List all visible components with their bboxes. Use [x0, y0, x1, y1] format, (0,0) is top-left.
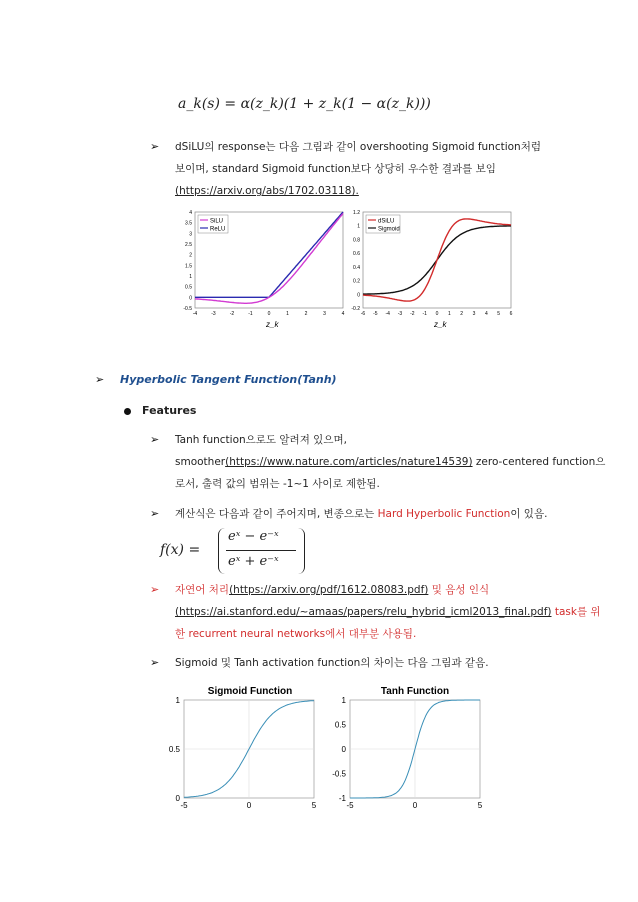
left-ytick-label: -0.5 — [183, 306, 192, 312]
right-xtick-label: -4 — [385, 311, 390, 317]
right-ytick-label: -0.2 — [351, 306, 360, 312]
nlp-line3: 한 recurrent neural networks에서 대부분 사용됨. — [175, 628, 417, 640]
right-xtick-label: 3 — [472, 311, 476, 317]
figure-silu-dsilu — [168, 207, 518, 332]
right-xtick-label: 4 — [484, 311, 488, 317]
right-xtick-label: -1 — [422, 311, 427, 317]
nlp-line2 — [175, 605, 601, 619]
tanh-xtick-label: -5 — [346, 801, 354, 810]
left-ytick-label: 2.5 — [185, 242, 192, 248]
formula-intro-pre: 계산식은 다음과 같이 주어지며, 변종으로는 — [175, 508, 378, 520]
right-ytick-label: 0.2 — [353, 278, 360, 285]
formula-bracket-left — [218, 528, 225, 574]
dsilu-link-wrap — [175, 184, 359, 198]
arrow-bullet-icon: ➢ — [150, 583, 160, 596]
right-ytick-label: 0.4 — [353, 264, 360, 271]
sigmoid-ticks — [169, 696, 317, 810]
section-arrow-icon: ➢ — [95, 373, 105, 386]
left-xticks — [193, 311, 345, 317]
left-ytick-label: 1 — [189, 274, 192, 280]
sigmoid-ytick-label: 1 — [175, 696, 180, 705]
left-xtick-label: 3 — [323, 311, 326, 317]
legend-sigmoid: Sigmoid — [378, 226, 400, 233]
left-ytick-label: 0 — [189, 295, 192, 302]
legend-silu: SiLU — [210, 218, 224, 225]
left-ytick-label: 3 — [189, 231, 192, 238]
tanh-ytick-label: 1 — [341, 696, 346, 705]
right-xlabel: z_k — [434, 320, 447, 329]
nlp-line1-pre: 자연어 처리 — [175, 584, 230, 596]
section-title: Hyperbolic Tangent Function(Tanh) — [120, 373, 337, 386]
tanh-ytick-label: -1 — [338, 794, 346, 803]
left-yticks — [183, 210, 192, 312]
legend-dsilu: dSiLU — [378, 218, 395, 225]
sigmoid-xtick-label: 5 — [311, 801, 317, 810]
tanh-title: Tanh Function — [380, 686, 450, 697]
figure-sigmoid-tanh — [160, 680, 500, 820]
left-xtick-label: -4 — [192, 311, 198, 317]
dsilu-link[interactable]: (https://arxiv.org/abs/1702.03118). — [175, 185, 359, 197]
left-xlabel: z_k — [266, 320, 279, 329]
right-xtick-label: 2 — [460, 311, 464, 317]
right-ytick-label: 1 — [357, 223, 360, 230]
formula-numerator: eˣ − e⁻ˣ — [228, 529, 279, 544]
right-xtick-label: -5 — [373, 311, 378, 317]
left-xtick-label: -1 — [248, 311, 253, 317]
nlp-line2-post: task를 위 — [551, 606, 601, 618]
nlp-line1 — [175, 583, 489, 597]
right-xtick-label: -6 — [360, 311, 366, 317]
tanh-ytick-label: 0 — [341, 745, 346, 754]
sigmoid-title: Sigmoid Function — [207, 686, 293, 697]
right-ytick-label: 0.8 — [353, 237, 360, 244]
right-xtick-label: 0 — [435, 311, 439, 317]
tanh-line3: 로서, 출력 값의 범위는 -1~1 사이로 제한됨. — [175, 478, 380, 490]
right-ytick-label: 0.6 — [353, 251, 360, 258]
formula-intro-post: 이 있음. — [510, 508, 548, 520]
nlp-line1-post: 및 음성 인식 — [428, 584, 490, 596]
right-xtick-label: -3 — [397, 311, 403, 317]
hard-tanh-highlight: Hard Hyperbolic Function — [377, 508, 511, 520]
dsilu-line1: dSiLU의 response는 다음 그림과 같이 overshooting Sigmoid function처럼 — [175, 141, 542, 153]
right-yticks — [351, 210, 360, 312]
right-xtick-label: 1 — [447, 311, 451, 317]
left-ytick-label: 3.5 — [185, 220, 192, 227]
formula-fraction-bar — [226, 550, 296, 551]
left-xtick-label: -3 — [211, 311, 216, 317]
tanh-line2-pre: smoother — [175, 456, 226, 468]
arxiv-qrnn-link[interactable]: (https://arxiv.org/pdf/1612.08083.pdf) — [229, 584, 429, 596]
formula-intro — [175, 507, 547, 521]
formula-denominator: eˣ + e⁻ˣ — [228, 554, 279, 569]
tanh-xtick-label: 0 — [412, 801, 418, 810]
tanh-line1: Tanh function으로도 알려져 있으며, — [175, 434, 347, 446]
formula-tanh — [160, 528, 310, 578]
tanh-ytick-label: -0.5 — [332, 769, 346, 779]
features-label: Features — [142, 404, 197, 417]
left-ytick-label: 4 — [189, 210, 192, 216]
left-xtick-label: 1 — [286, 311, 289, 317]
left-xtick-label: 2 — [304, 311, 308, 317]
left-ytick-label: 0.5 — [185, 284, 192, 291]
tanh-line2-post: zero-centered function으 — [472, 456, 606, 468]
arrow-bullet-icon: ➢ — [150, 433, 160, 446]
tanh-xtick-label: 5 — [477, 801, 483, 810]
tanh-line2 — [175, 455, 605, 469]
left-xtick-label: -2 — [229, 311, 235, 317]
dsilu-line2: 보이며, standard Sigmoid function보다 상당히 우수한 결과를 보임 — [175, 163, 496, 175]
comparison-line: Sigmoid 및 Tanh activation function의 차이는 다음 그림과 같음. — [175, 657, 489, 669]
tanh-ytick-label: 0.5 — [334, 720, 346, 730]
arrow-bullet-icon: ➢ — [150, 140, 160, 153]
sigmoid-ytick-label: 0 — [175, 794, 180, 803]
sigmoid-xtick-label: -5 — [180, 801, 188, 810]
legend-relu: ReLU — [210, 226, 226, 233]
formula-ak: a_k(s) = α(z_k)(1 + z_k(1 − α(z_k))) — [178, 96, 431, 112]
arrow-bullet-icon: ➢ — [150, 656, 160, 669]
right-xtick-label: -2 — [410, 311, 415, 317]
nature-link[interactable]: (https://www.nature.com/articles/nature14539) — [225, 456, 473, 468]
right-xtick-label: 5 — [497, 311, 501, 317]
arrow-bullet-icon: ➢ — [150, 507, 160, 520]
right-ytick-label: 1.2 — [353, 210, 360, 216]
right-ytick-label: 0 — [357, 292, 360, 299]
formula-bracket-right — [298, 528, 305, 574]
tanh-ticks — [332, 696, 483, 810]
features-bullet-icon — [124, 408, 131, 415]
left-xtick-label: 4 — [341, 311, 345, 317]
sigmoid-xtick-label: 0 — [246, 801, 252, 810]
left-ytick-label: 1.5 — [185, 263, 192, 270]
left-ytick-label: 2 — [189, 252, 192, 259]
right-xticks — [361, 311, 513, 317]
sigmoid-ytick-label: 0.5 — [168, 745, 180, 754]
left-xtick-label: 0 — [267, 311, 271, 317]
stanford-link[interactable]: (https://ai.stanford.edu/~amaas/papers/relu_hybrid_icml2013_final.pdf) — [175, 606, 552, 618]
formula-lhs: f(x) = — [160, 542, 201, 558]
right-xtick-label: 6 — [509, 311, 513, 317]
